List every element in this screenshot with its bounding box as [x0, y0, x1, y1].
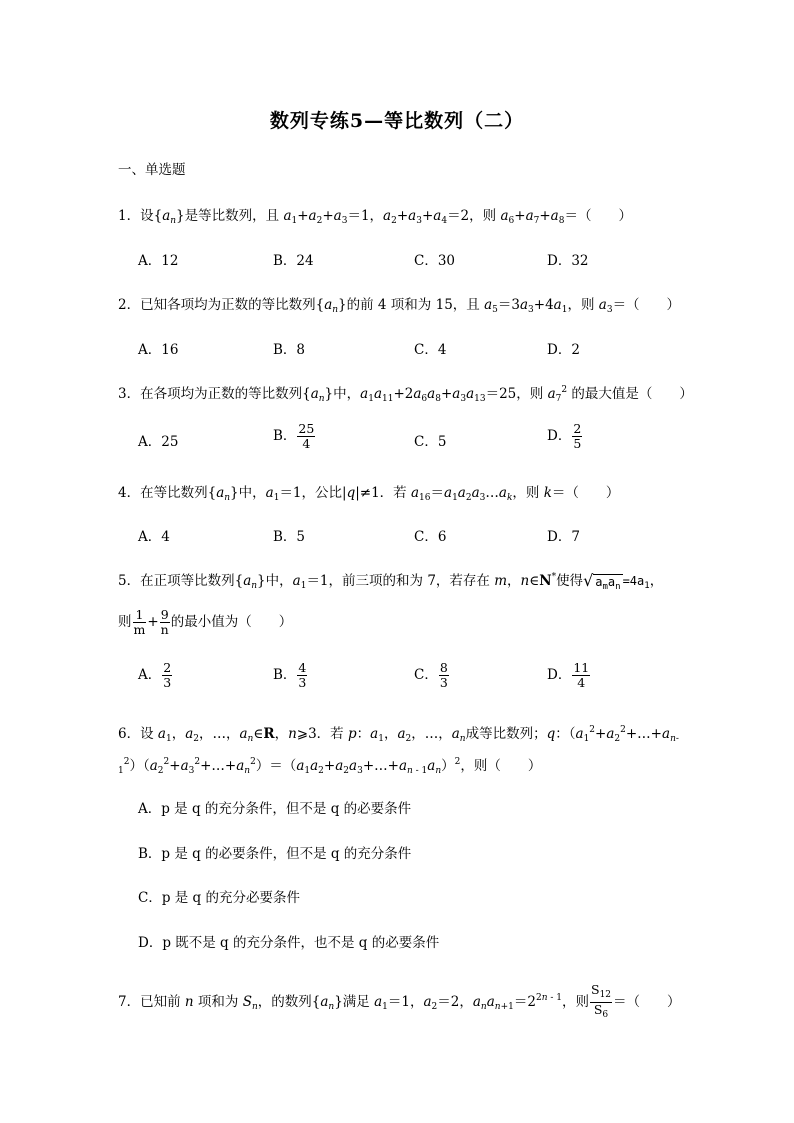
- denominator: 3: [439, 675, 448, 690]
- option-c[interactable]: [414, 661, 450, 690]
- option-d[interactable]: D．2: [547, 342, 580, 358]
- option-b[interactable]: [273, 661, 308, 690]
- option-d-label: D．: [547, 428, 572, 444]
- sqrt-expression: √ $a_ma_n$: [583, 571, 621, 592]
- option-b[interactable]: [273, 422, 316, 451]
- option-a[interactable]: A．p 是 q 的充分条件，但不是 q 的必要条件: [138, 801, 412, 817]
- section-heading: 一、单选题: [118, 162, 186, 178]
- fraction: [160, 608, 170, 637]
- option-c[interactable]: C．p 是 q 的充分必要条件: [138, 890, 300, 906]
- fraction: [572, 661, 590, 690]
- option-b[interactable]: B．24: [273, 253, 314, 269]
- numerator: 4: [298, 660, 307, 675]
- option-c[interactable]: C．6: [414, 529, 447, 545]
- question-number: 7．: [118, 994, 141, 1010]
- question-5-line-2: 则 $\frac{1}{m}$ + $\frac{9}{n}$ 的最小值为（ ）: [118, 607, 293, 637]
- options-3: [138, 422, 658, 462]
- option-b[interactable]: B．5: [273, 529, 306, 545]
- option-b[interactable]: B．p 是 q 的必要条件，但不是 q 的充分条件: [138, 846, 412, 862]
- question-1: 1．设$\{a_n\}$是等比数列，且 $a_1+a_2+a_3=1$，$a_2+a_3+a_4=2$，则 $a_6+a_7+a_8=$（ ）: [118, 208, 632, 226]
- options-4: [138, 525, 658, 565]
- question-4: 4．在等比数列$\{a_n\}$中，$a_1=1$，公比|q|≠1．若 $a_{16}=a_1a_2a_3\dots a_k$，则 k＝（ ）: [118, 485, 620, 503]
- options-2: [138, 338, 658, 378]
- option-c[interactable]: C．5: [414, 434, 447, 450]
- options-1: [138, 249, 658, 289]
- question-number: 3．: [118, 386, 141, 402]
- question-number: 5．: [118, 573, 141, 589]
- fraction: [297, 661, 307, 690]
- option-a[interactable]: A．16: [138, 342, 179, 358]
- option-a-label: A．: [138, 667, 162, 683]
- question-6-line-2: $_1^2)(a_2^2+a_3^2+\dots+a_n^2)=(a_1a_2+a_2a_3+\dots+a_n$ $_{- 1}a_n)^2$，则（ ）: [118, 757, 542, 776]
- denominator: $S_6$: [593, 1002, 609, 1020]
- fraction: [162, 661, 172, 690]
- option-a[interactable]: [138, 661, 173, 690]
- option-a[interactable]: A．4: [138, 529, 170, 545]
- numerator: $S_{12}$: [590, 983, 612, 1003]
- numerator: 1: [133, 608, 147, 623]
- question-number: 1．: [118, 208, 141, 224]
- option-b[interactable]: B．8: [273, 342, 306, 358]
- numerator: 8: [439, 660, 448, 675]
- denominator: n: [160, 622, 169, 637]
- question-number: 6．: [118, 726, 141, 742]
- denominator: 5: [573, 436, 582, 451]
- option-a[interactable]: A．12: [138, 253, 179, 269]
- question-6: 6．设 $a_1$，$a_2$，…，$a_n\in R$，n⩾3．若 p：$a_1$，$a_2$，…，$a_n$成等比数列；q：（$a_1^2+a_2^2+\dots+a_{n-}$: [118, 725, 679, 744]
- option-c[interactable]: C．30: [414, 253, 456, 269]
- denominator: 3: [298, 675, 307, 690]
- denominator: m: [133, 622, 146, 637]
- question-3: 3．在各项均为正数的等比数列$\{a_n\}$中，$a_1a_{11}+2a_6a_8+a_3a_{13}=25$，则 $a_7^2$ 的最大值是（ ）: [118, 385, 693, 404]
- fraction: [133, 608, 147, 637]
- question-5: 5．在正项等比数列$\{a_n\}$中，$a_1=1$，前三项的和为 7，若存在 m，n∈N*使得√ $a_ma_n =4a_1$，: [118, 571, 664, 592]
- fraction: [572, 422, 582, 451]
- option-d[interactable]: D．32: [547, 253, 589, 269]
- option-b-label: B．: [273, 667, 297, 683]
- option-d[interactable]: [547, 422, 583, 451]
- page-title: 数列专练5—等比数列（二）: [269, 110, 525, 132]
- question-number: 2．: [118, 297, 141, 313]
- denominator: 4: [577, 675, 586, 690]
- denominator: 4: [302, 436, 311, 451]
- option-a[interactable]: A．25: [138, 434, 179, 450]
- numerator: 25: [298, 421, 315, 436]
- options-5: [138, 661, 658, 701]
- numerator: 2: [573, 421, 582, 436]
- fraction: [590, 983, 612, 1022]
- fraction: [439, 661, 449, 690]
- question-number: 4．: [118, 485, 141, 501]
- numerator: 9: [160, 607, 169, 622]
- option-d-label: D．: [547, 667, 572, 683]
- option-b-label: B．: [273, 428, 297, 444]
- option-d[interactable]: [547, 661, 591, 690]
- question-2: 2．已知各项均为正数的等比数列$\{a_n\}$的前 4 项和为 15，且 $a_5=3a_3+4a_1$，则 $a_3=$（ ）: [118, 297, 681, 315]
- option-c[interactable]: C．4: [414, 342, 447, 358]
- numerator: 2: [163, 660, 172, 675]
- fraction: [297, 422, 315, 451]
- question-7: 7．已知前 n 项和为 $S_n$，的数列$\{a_n\}$满足 $a_1=1$，$a_2=2$，$a_na_{n+1}=2^{2n - 1}$，则 $\frac{S_{12}}{S_6}$ ＝（ ）: [118, 982, 681, 1020]
- denominator: 3: [163, 675, 172, 690]
- option-d[interactable]: D．7: [547, 529, 580, 545]
- numerator: 11: [573, 660, 590, 675]
- option-d[interactable]: D．p 既不是 q 的充分条件，也不是 q 的必要条件: [138, 935, 440, 951]
- option-c-label: C．: [414, 667, 438, 683]
